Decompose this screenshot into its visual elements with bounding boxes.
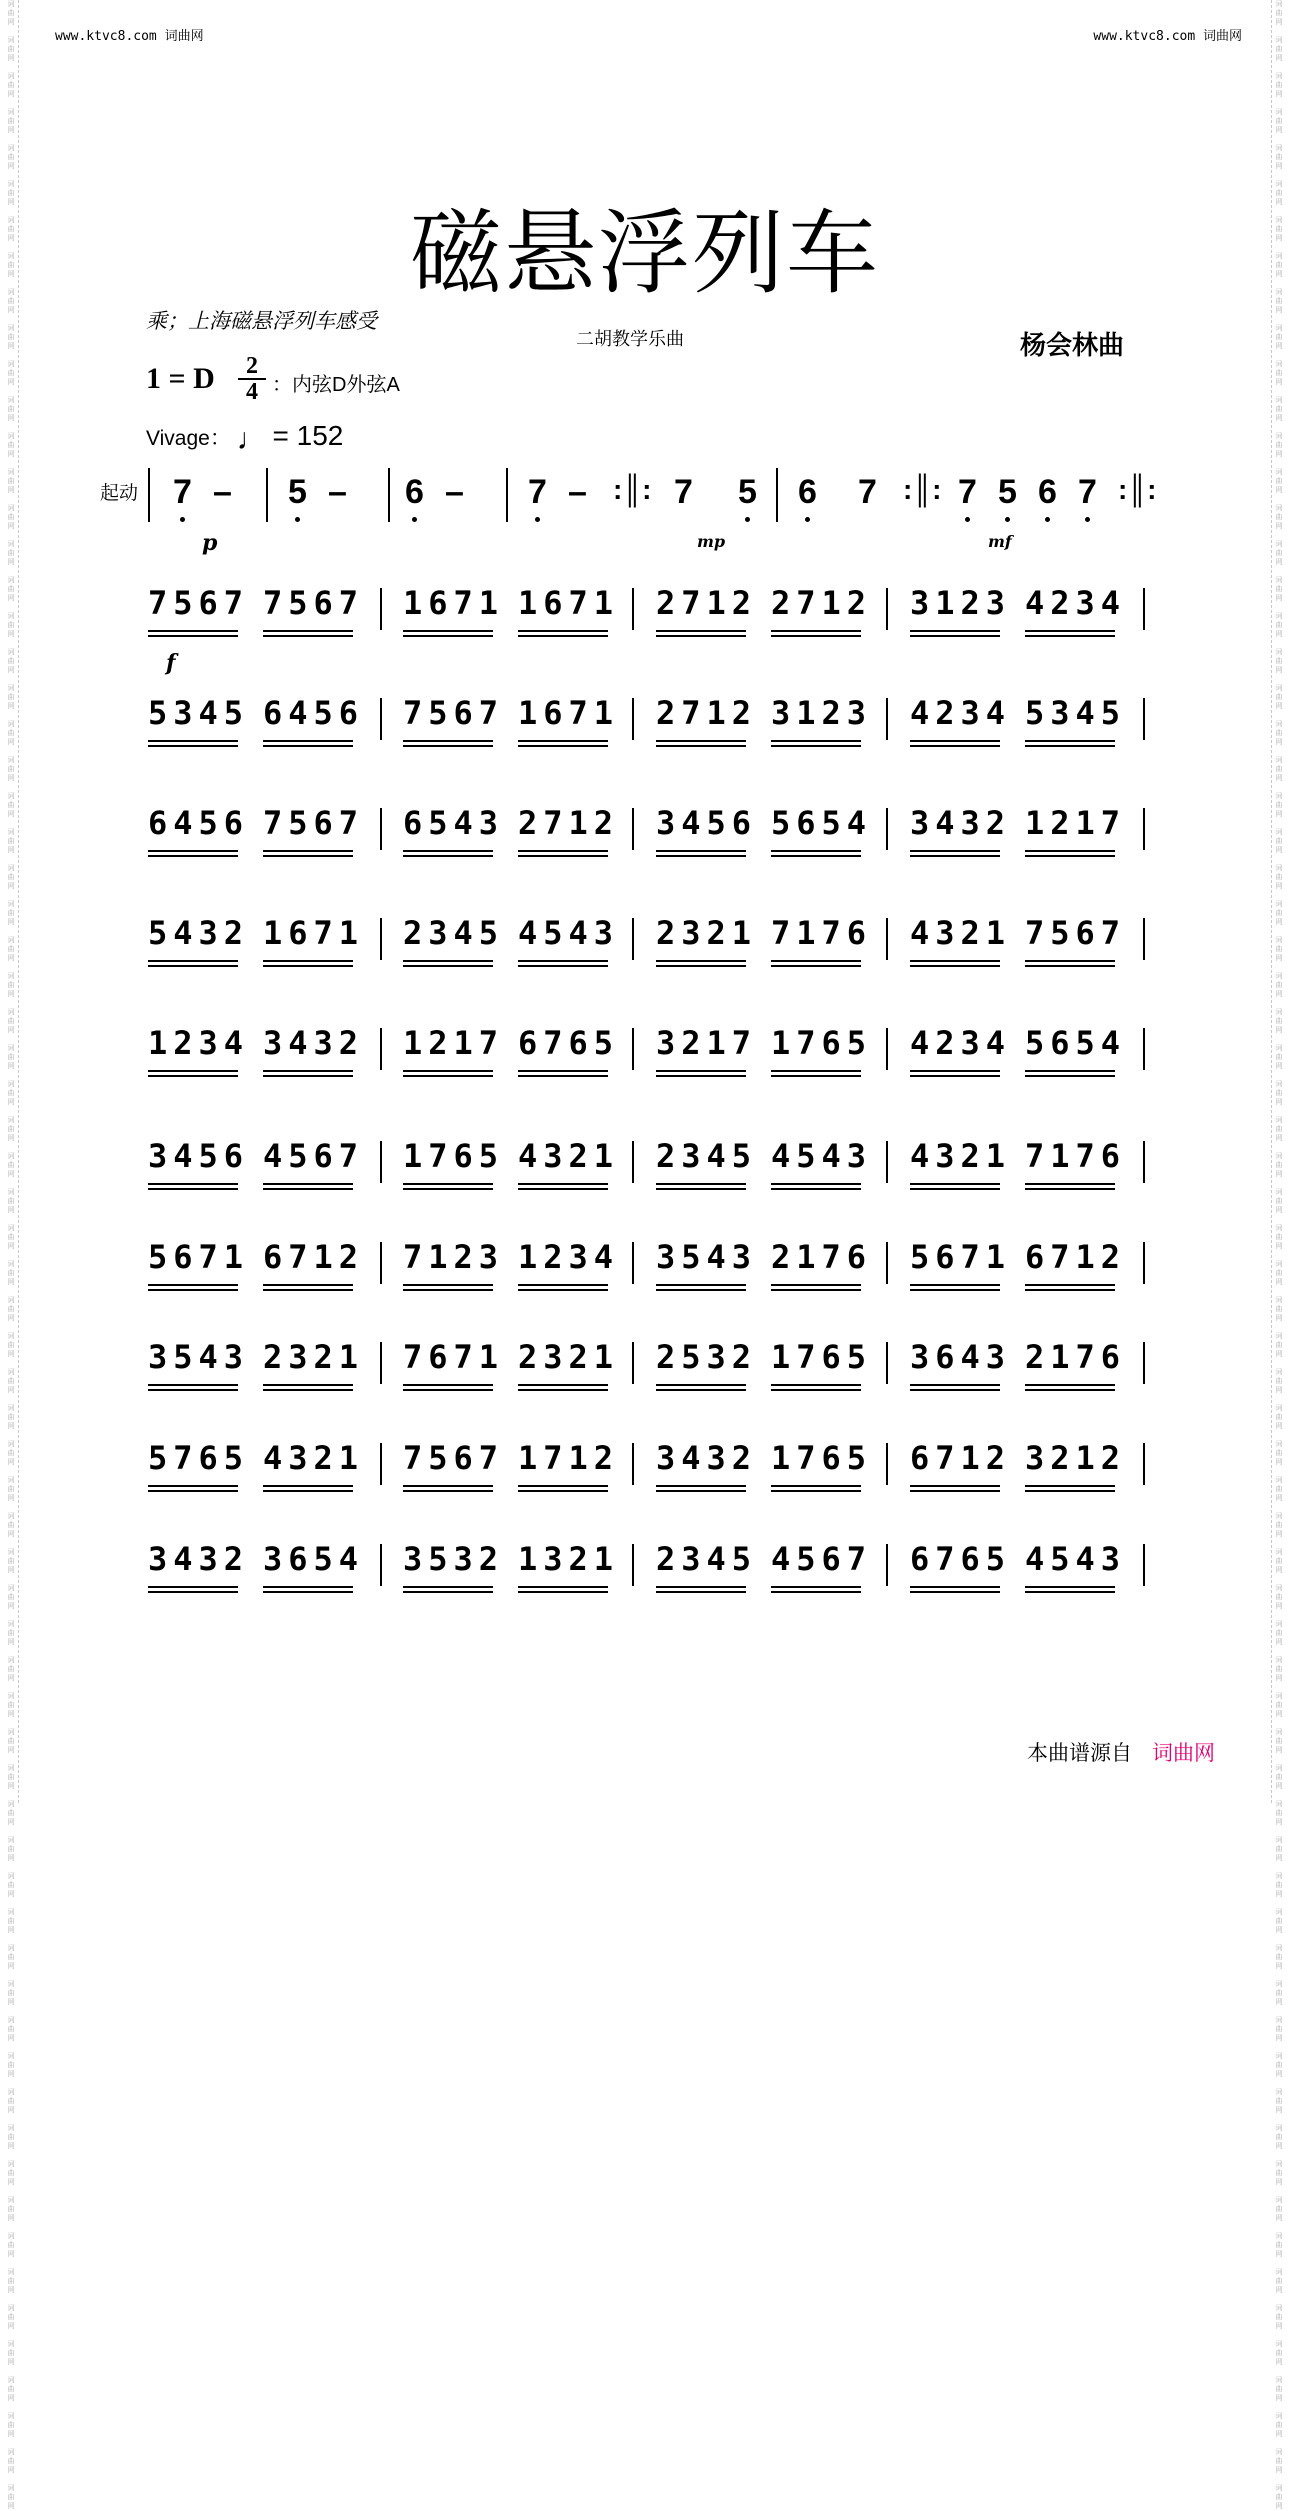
beat-group: 4543 xyxy=(771,1137,873,1175)
bar-line xyxy=(380,588,382,630)
intro-note: 7 xyxy=(1078,473,1097,511)
beat-group: 1234 xyxy=(148,1024,250,1062)
beat-group: 3543 xyxy=(148,1338,250,1376)
beat-group: 4321 xyxy=(263,1439,365,1477)
time-signature xyxy=(238,355,266,403)
tempo xyxy=(146,420,343,457)
beat-group: 6456 xyxy=(148,804,250,842)
beat-group: 3123 xyxy=(771,694,873,732)
bar-line xyxy=(1143,1242,1145,1284)
bar-line xyxy=(1143,918,1145,960)
beat-group: 6712 xyxy=(910,1439,1012,1477)
time-signature-top: 2 xyxy=(246,353,258,379)
beat-group: 7567 xyxy=(263,804,365,842)
bar-line xyxy=(632,1141,634,1183)
beat-group: 4234 xyxy=(910,1024,1012,1062)
intro-note: 6 xyxy=(405,473,424,511)
beat-group: 1765 xyxy=(771,1338,873,1376)
beat-group: 3654 xyxy=(263,1540,365,1578)
beat-group: 7176 xyxy=(1025,1137,1127,1175)
bar-line xyxy=(380,918,382,960)
time-signature-bottom: 4 xyxy=(246,379,258,405)
header-site-right: www.ktvc8.com 词曲网 xyxy=(1093,29,1242,44)
score-row xyxy=(148,1234,1158,1304)
bar-line xyxy=(632,808,634,850)
score-row xyxy=(148,800,1158,870)
score-row xyxy=(148,1536,1158,1606)
bar-line xyxy=(632,1443,634,1485)
dynamic-p: p xyxy=(202,530,218,556)
beat-group: 1671 xyxy=(263,914,365,952)
beat-group: 5345 xyxy=(1025,694,1127,732)
repeat-sign: :║: xyxy=(613,474,652,505)
intro-bar-line xyxy=(148,468,150,522)
beat-group: 2712 xyxy=(656,694,758,732)
beat-group: 4543 xyxy=(518,914,620,952)
beat-group: 4567 xyxy=(263,1137,365,1175)
beat-group: 7123 xyxy=(403,1238,505,1276)
intro-note: 5 xyxy=(998,473,1017,511)
beat-group: 5654 xyxy=(771,804,873,842)
beat-group: 3212 xyxy=(1025,1439,1127,1477)
beat-group: 3643 xyxy=(910,1338,1012,1376)
bar-line xyxy=(1143,1342,1145,1384)
dynamic-mp: mp xyxy=(697,532,726,551)
beat-group: 7176 xyxy=(771,914,873,952)
beat-group: 1765 xyxy=(771,1439,873,1477)
bar-line xyxy=(632,918,634,960)
tempo-marking: Vivage： xyxy=(146,427,231,450)
beat-group: 7567 xyxy=(1025,914,1127,952)
repeat-sign: :║: xyxy=(1118,474,1157,505)
bar-line xyxy=(886,698,888,740)
bar-line xyxy=(380,1443,382,1485)
bar-line xyxy=(1143,1443,1145,1485)
intro-note: 5 xyxy=(738,473,757,511)
intro-bar-line xyxy=(776,468,778,522)
bar-line xyxy=(632,1342,634,1384)
beat-group: 5671 xyxy=(148,1238,250,1276)
beat-group: 2712 xyxy=(656,584,758,622)
bar-line xyxy=(886,1028,888,1070)
bar-line xyxy=(886,588,888,630)
bar-line xyxy=(632,1544,634,1586)
score-row xyxy=(148,910,1158,980)
intro-note: 6 xyxy=(1038,473,1057,511)
bar-line xyxy=(632,588,634,630)
intro-bar-line xyxy=(388,468,390,522)
intro-note: 7 xyxy=(674,473,693,511)
side-watermark-left: 词 曲 网 词 曲 网 词 曲 网 词 曲 网 词 曲 网 词 曲 网 词 曲 网 词 曲 网 词 曲 网 词 曲 网 词 曲 网 词 曲 网 词 曲 网 词 曲 网 词 曲 网 词 曲 网 词 曲 网 词 曲 网 词 曲 网 词 曲 网 词 曲 网 词 曲 网 词 曲 网 词 曲 网 词 曲 网 词 曲 网 词 曲 网 词 曲 网 词 曲 网 词 曲 网 词 曲 网 词 曲 网 词 曲 网 词 曲 网 词 曲 网 词 曲 网 词 曲 网 词 曲 网 词 曲 网 词 曲 网 词 曲 网 词 曲 网 词 曲 网 词 曲 网 词 曲 网 词 曲 网 词 曲 网 词 曲 网 词 曲 网 词 曲 网 词 曲 网 词 曲 网 词 曲 网 词 曲 网 词 曲 网 词 曲 网 词 曲 网 词 曲 网 词 曲 网 词 曲 网 词 曲 网 词 曲 网 词 曲 网 词 曲 网 词 曲 网 词 曲 网 词 曲 网 词 曲 网 词 曲 网 词 曲 网 xyxy=(4,0,19,1803)
key-signature: 1 = D xyxy=(146,362,215,395)
bar-line xyxy=(380,1028,382,1070)
score-row xyxy=(148,1133,1158,1203)
beat-group: 3217 xyxy=(656,1024,758,1062)
header-site-left: www.ktvc8.com 词曲网 xyxy=(55,29,204,44)
bar-line xyxy=(886,808,888,850)
intro-note: 7 xyxy=(173,473,192,511)
beat-group: 6712 xyxy=(263,1238,365,1276)
beat-group: 4321 xyxy=(910,1137,1012,1175)
bar-line xyxy=(632,1242,634,1284)
beat-group: 2532 xyxy=(656,1338,758,1376)
beat-group: 2712 xyxy=(771,584,873,622)
beat-group: 3432 xyxy=(148,1540,250,1578)
bar-line xyxy=(886,1242,888,1284)
bar-line xyxy=(380,808,382,850)
intro-note: – xyxy=(445,473,464,511)
beat-group: 7671 xyxy=(403,1338,505,1376)
beat-group: 2176 xyxy=(1025,1338,1127,1376)
beat-group: 1671 xyxy=(403,584,505,622)
bar-line xyxy=(1143,588,1145,630)
beat-group: 5765 xyxy=(148,1439,250,1477)
bar-line xyxy=(1143,1141,1145,1183)
intro-note: 7 xyxy=(858,473,877,511)
bar-line xyxy=(1143,808,1145,850)
tempo-bpm: = 152 xyxy=(272,420,344,451)
beat-group: 1712 xyxy=(518,1439,620,1477)
beat-group: 3543 xyxy=(656,1238,758,1276)
bar-line xyxy=(380,1141,382,1183)
score-row xyxy=(148,1334,1158,1404)
beat-group: 2321 xyxy=(656,914,758,952)
bar-line xyxy=(632,1028,634,1070)
beat-group: 3532 xyxy=(403,1540,505,1578)
beat-group: 3456 xyxy=(656,804,758,842)
beat-group: 2321 xyxy=(518,1338,620,1376)
intro-note: – xyxy=(568,473,587,511)
beat-group: 2176 xyxy=(771,1238,873,1276)
beat-group: 3432 xyxy=(910,804,1012,842)
quarter-note-icon: ♩ xyxy=(236,423,267,456)
intro-note: – xyxy=(213,473,232,511)
bar-line xyxy=(380,1342,382,1384)
repeat-sign: :║: xyxy=(903,474,942,505)
beat-group: 5432 xyxy=(148,914,250,952)
score-row xyxy=(148,1020,1158,1090)
beat-group: 2321 xyxy=(263,1338,365,1376)
intro-note: – xyxy=(328,473,347,511)
beat-group: 1671 xyxy=(518,694,620,732)
beat-group: 3456 xyxy=(148,1137,250,1175)
score-row xyxy=(148,690,1158,760)
beat-group: 2345 xyxy=(403,914,505,952)
beat-group: 3432 xyxy=(656,1439,758,1477)
bar-line xyxy=(886,1342,888,1384)
tuning: ：内弦D外弦A xyxy=(272,374,400,396)
beat-group: 6765 xyxy=(910,1540,1012,1578)
beat-group: 6456 xyxy=(263,694,365,732)
bar-line xyxy=(886,1443,888,1485)
beat-group: 1321 xyxy=(518,1540,620,1578)
beat-group: 7567 xyxy=(263,584,365,622)
beat-group: 7567 xyxy=(148,584,250,622)
bar-line xyxy=(380,698,382,740)
bar-line xyxy=(1143,1028,1145,1070)
beat-group: 4234 xyxy=(1025,584,1127,622)
score-subtitle: 乘；上海磁悬浮列车感受 xyxy=(146,309,377,333)
beat-group: 1234 xyxy=(518,1238,620,1276)
score-genre: 二胡教学乐曲 xyxy=(576,329,684,350)
beat-group: 6712 xyxy=(1025,1238,1127,1276)
bar-line xyxy=(886,1544,888,1586)
bar-line xyxy=(380,1242,382,1284)
beat-group: 1765 xyxy=(771,1024,873,1062)
beat-group: 1671 xyxy=(518,584,620,622)
footer-source xyxy=(1027,1737,1215,1767)
beat-group: 5345 xyxy=(148,694,250,732)
intro-note: 6 xyxy=(798,473,817,511)
beat-group: 4543 xyxy=(1025,1540,1127,1578)
beat-group: 1217 xyxy=(1025,804,1127,842)
intro-label: 起动 xyxy=(100,483,139,504)
footer-text: 本曲谱源自 xyxy=(1027,1742,1132,1765)
score-row xyxy=(148,580,1158,650)
beat-group: 3123 xyxy=(910,584,1012,622)
bar-line xyxy=(1143,698,1145,740)
beat-group: 4234 xyxy=(910,694,1012,732)
bar-line xyxy=(632,698,634,740)
intro-bar-line xyxy=(266,468,268,522)
beat-group: 2712 xyxy=(518,804,620,842)
dynamic-f: f xyxy=(166,650,176,676)
beat-group: 2345 xyxy=(656,1137,758,1175)
dynamic-mf: mf xyxy=(988,532,1012,551)
score-title: 磁悬浮列车 xyxy=(409,200,880,307)
beat-group: 7567 xyxy=(403,694,505,732)
beat-group: 4321 xyxy=(518,1137,620,1175)
beat-group: 1765 xyxy=(403,1137,505,1175)
intro-staff xyxy=(148,468,1157,528)
score-row xyxy=(148,1435,1158,1505)
beat-group: 5671 xyxy=(910,1238,1012,1276)
intro-note: 5 xyxy=(288,473,307,511)
bar-line xyxy=(886,1141,888,1183)
beat-group: 2345 xyxy=(656,1540,758,1578)
intro-note: 7 xyxy=(958,473,977,511)
beat-group: 7567 xyxy=(403,1439,505,1477)
bar-line xyxy=(886,918,888,960)
footer-brand: 词曲网 xyxy=(1152,1742,1215,1765)
side-watermark-right: 词 曲 网 词 曲 网 词 曲 网 词 曲 网 词 曲 网 词 曲 网 词 曲 网 词 曲 网 词 曲 网 词 曲 网 词 曲 网 词 曲 网 词 曲 网 词 曲 网 词 曲 网 词 曲 网 词 曲 网 词 曲 网 词 曲 网 词 曲 网 词 曲 网 词 曲 网 词 曲 网 词 曲 网 词 曲 网 词 曲 网 词 曲 网 词 曲 网 词 曲 网 词 曲 网 词 曲 网 词 曲 网 词 曲 网 词 曲 网 词 曲 网 词 曲 网 词 曲 网 词 曲 网 词 曲 网 词 曲 网 词 曲 网 词 曲 网 词 曲 网 词 曲 网 词 曲 网 词 曲 网 词 曲 网 词 曲 网 词 曲 网 词 曲 网 词 曲 网 词 曲 网 词 曲 网 词 曲 网 词 曲 网 词 曲 网 词 曲 网 词 曲 网 词 曲 网 词 曲 网 词 曲 网 词 曲 网 词 曲 网 词 曲 网 词 曲 网 词 曲 网 词 曲 网 词 曲 网 词 曲 网 词 曲 网 xyxy=(1271,0,1286,1803)
beat-group: 4567 xyxy=(771,1540,873,1578)
beat-group: 3432 xyxy=(263,1024,365,1062)
beat-group: 5654 xyxy=(1025,1024,1127,1062)
bar-line xyxy=(380,1544,382,1586)
beat-group: 1217 xyxy=(403,1024,505,1062)
intro-note: 7 xyxy=(528,473,547,511)
composer: 杨会林曲 xyxy=(1020,331,1125,361)
bar-line xyxy=(1143,1544,1145,1586)
beat-group: 6765 xyxy=(518,1024,620,1062)
intro-bar-line xyxy=(506,468,508,522)
beat-group: 4321 xyxy=(910,914,1012,952)
beat-group: 6543 xyxy=(403,804,505,842)
